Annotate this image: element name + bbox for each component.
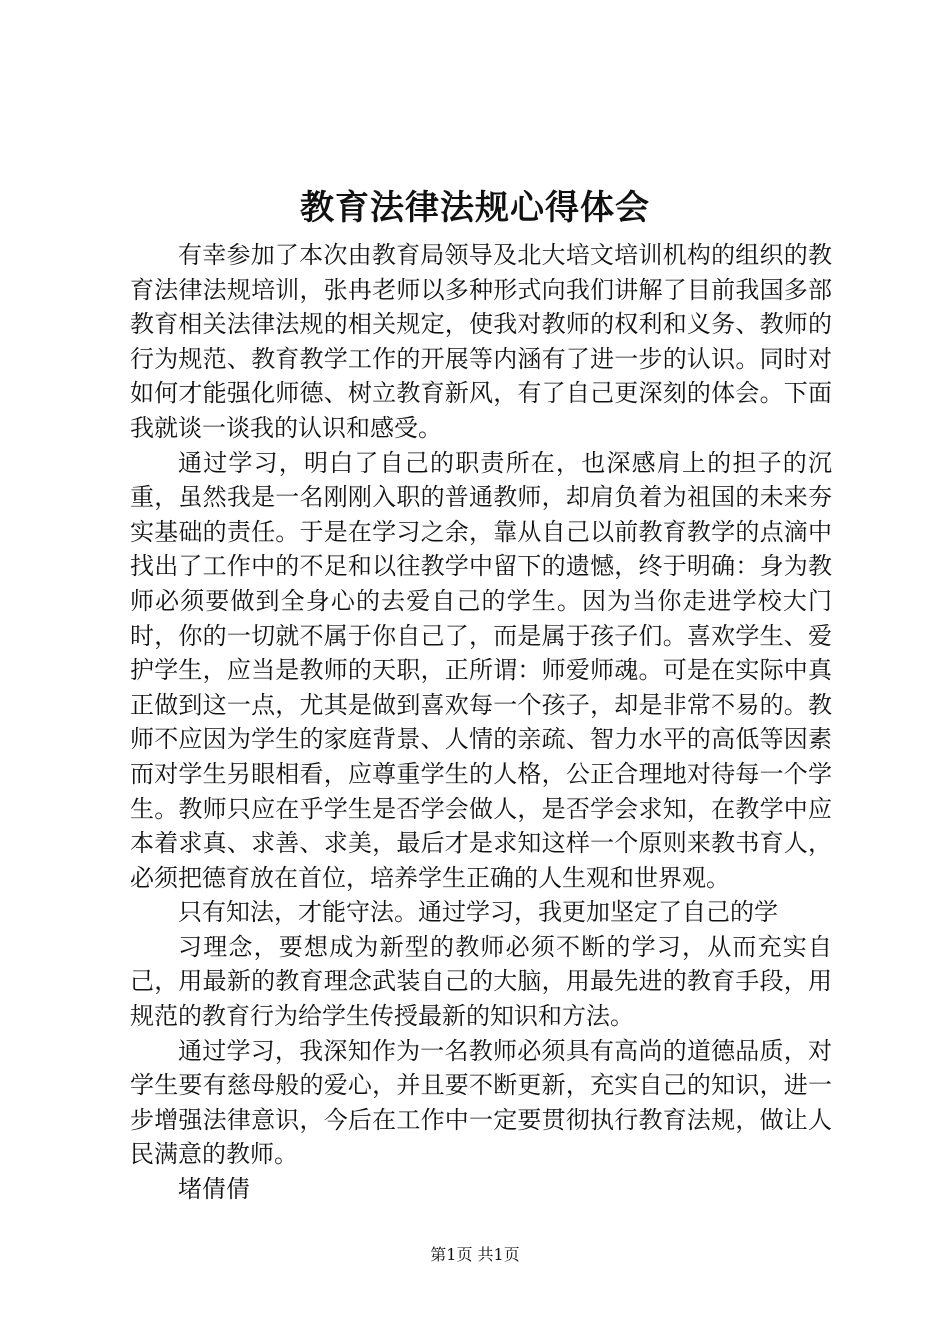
paragraph-1: 有幸参加了本次由教育局领导及北大培文培训机构的组织的教育法律法规培训，张冉老师以多种形式向我们讲解了目前我国多部教育相关法律法规的相关规定，使我对教师的权利和义务、教师的行为规范、教育教学工作的开展等内涵有了进一步的认识。同时对如何才能强化师德、树立教育新风，有了自己更深刻的体会。下面我就谈一谈我的认识和感受。 bbox=[130, 241, 832, 442]
page-footer: 第1页 共1页 bbox=[430, 1245, 520, 1264]
signature: 堵倩倩 bbox=[178, 1175, 250, 1204]
document-body bbox=[130, 238, 832, 1207]
paragraph-3: 只有知法，才能守法。通过学习，我更加坚定了自己的学 bbox=[178, 898, 778, 927]
paragraph-4-text: 习理念，要想成为新型的教师必须不断的学习，从而充实自己，用最新的教育理念武装自己的大脑，用最先进的教育手段，用规范的教育行为给学生传授最新的知识和方法。 bbox=[130, 932, 832, 1031]
paragraph-2: 通过学习，明白了自己的职责所在，也深感肩上的担子的沉重，虽然我是一名刚刚入职的普通教师，却肩负着为祖国的未来夯实基础的责任。于是在学习之余，靠从自己以前教育教学的点滴中找出了工作中的不足和以往教学中留下的遗憾，终于明确：身为教师必须要做到全身心的去爱自己的学生。因为当你走进学校大门时，你的一切就不属于你自己了，而是属于孩子们。喜欢学生、爱护学生，应当是教师的天职，正所谓：师爱师魂。可是在实际中真正做到这一点，尤其是做到喜欢每一个孩子，却是非常不易的。教师不应因为学生的家庭背景、人情的亲疏、智力水平的高低等因素而对学生另眼相看，应尊重学生的人格，公正合理地对待每一个学生。教师只应在乎学生是否学会做人，是否学会求知，在教学中应本着求真、求善、求美，最后才是求知这样一个原则来教书育人，必须把德育放在首位，培养学生正确的人生观和世界观。 bbox=[130, 448, 832, 892]
document-title: 教育法律法规心得体会 bbox=[300, 188, 650, 228]
paragraph-5: 通过学习，我深知作为一名教师必须具有高尚的道德品质，对学生要有慈母般的爱心，并且要不断更新，充实自己的知识，进一步增强法律意识，今后在工作中一定要贯彻执行教育法规，做让人民满意的教师。 bbox=[130, 1036, 832, 1169]
paragraph-4 bbox=[130, 930, 832, 1034]
